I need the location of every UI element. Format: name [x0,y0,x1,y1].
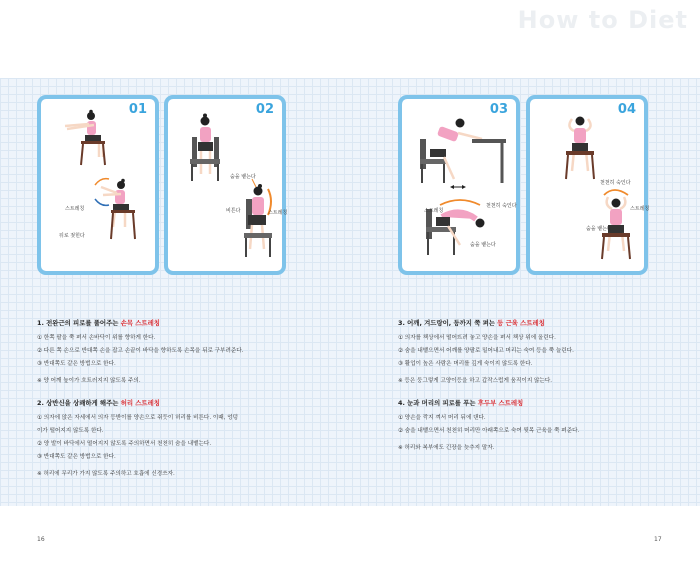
section-note: ※ 허리와 복부에도 긴장을 늦추지 말자. [398,445,495,451]
section-note: ※ 허리에 무리가 가지 않도록 주의하고 호흡에 신경쓰자. [37,471,175,477]
section-title [37,318,337,327]
panel-number: 02 [255,102,274,117]
waist-stretch-illustration [168,99,282,271]
section-note: ※ 양 어깨 높이가 흐트러지지 않도록 주의. [37,378,141,384]
section-title-text: 3. 어깨, 겨드랑이, 등까지 쭉 펴는 [398,319,498,327]
panel-number: 04 [617,102,636,117]
page-header-title: How to Diet [517,6,688,34]
section-title [398,318,698,327]
instruction-line: ① 양손을 깍지 껴서 머리 뒤에 댄다. [398,415,486,421]
panel-label: 숨을 뱉는다 [470,242,496,248]
panel-label: 숨을 뱉는다 [586,226,612,232]
left-text-column [37,318,337,481]
instruction-line: ① 의자에 앉은 자세에서 의자 등받이를 양손으로 쥐듯이 허리를 비튼다. 이때, 엉덩 [37,415,239,421]
section-title-text: 4. 눈과 머리의 피로를 푸는 [398,399,478,407]
panel-label: 스트레칭 [424,208,444,214]
panel-label: 스트레칭 [630,206,650,212]
panel-label: 뒤로 젖힌다 [59,233,85,239]
panel-label: 천천히 숙인다 [486,203,517,209]
panel-label: 스트레칭 [268,210,288,216]
illustration-panel-01 [37,95,159,275]
illustration-panel-04 [526,95,648,275]
instruction-line: ② 숨을 내뱉으면서 천천히 머리만 아래쪽으로 숙여 뒷목 근육을 쭉 펴준다. [398,428,580,434]
page-number-left: 16 [37,536,45,543]
section-title-highlight: 등 근육 스트레칭 [497,319,545,327]
panel-number: 01 [128,102,147,117]
instruction-line: ② 다른 쪽 손으로 반대쪽 손을 잡고 손끝이 바닥을 향하도록 손목을 뒤로 구부려준다. [37,348,244,354]
section-title-highlight: 허리 스트레칭 [120,399,160,407]
section-title-text: 1. 전완근의 피로를 풀어주는 [37,319,121,327]
section-title [398,398,698,407]
panel-label: 스트레칭 [65,206,85,212]
panel-label: 천천히 숙인다 [600,180,631,186]
instruction-line: ③ 반대쪽도 같은 방법으로 한다. [37,454,116,460]
illustration-panel-02 [164,95,286,275]
panel-number: 03 [489,102,508,117]
section-title-text: 2. 상반신을 상쾌하게 해주는 [37,399,121,407]
illustration-panel-03 [398,95,520,275]
instruction-line: ① 의자를 책상에서 떨어뜨려 놓고 양손을 펴서 책상 위에 올린다. [398,335,556,341]
page-number-right: 17 [654,536,662,543]
panel-label: 비튼다 [226,208,241,214]
wrist-stretch-illustration [41,99,155,271]
section-title-highlight: 손목 스트레칭 [120,319,160,327]
instruction-line: 이가 떨어지지 않도록 한다. [37,428,104,434]
section-title [37,398,337,407]
instruction-line: ③ 활업이 높은 사람은 머리를 깊게 숙이지 않도록 한다. [398,361,533,367]
panel-label: 숨을 뱉는다 [230,174,256,180]
instruction-line: ③ 반대쪽도 같은 방법으로 한다. [37,361,116,367]
instruction-line: ② 양 발이 바닥에서 떨어지지 않도록 주의하면서 천천히 숨을 내뱉는다. [37,441,212,447]
instruction-line: ② 숨을 내뱉으면서 어깨를 양팔로 밀어내고 머리는 숙여 등을 쭉 늘린다. [398,348,574,354]
instruction-line: ① 한쪽 팔을 쭉 펴서 손바닥이 위를 향하게 한다. [37,335,156,341]
back-stretch-illustration [402,99,516,271]
section-note: ※ 등은 둥그렇게 고양이등을 하고 갑작스럽게 움직이지 않는다. [398,378,553,384]
right-text-column [398,318,698,455]
section-title-highlight: 후두부 스트레칭 [477,399,524,407]
